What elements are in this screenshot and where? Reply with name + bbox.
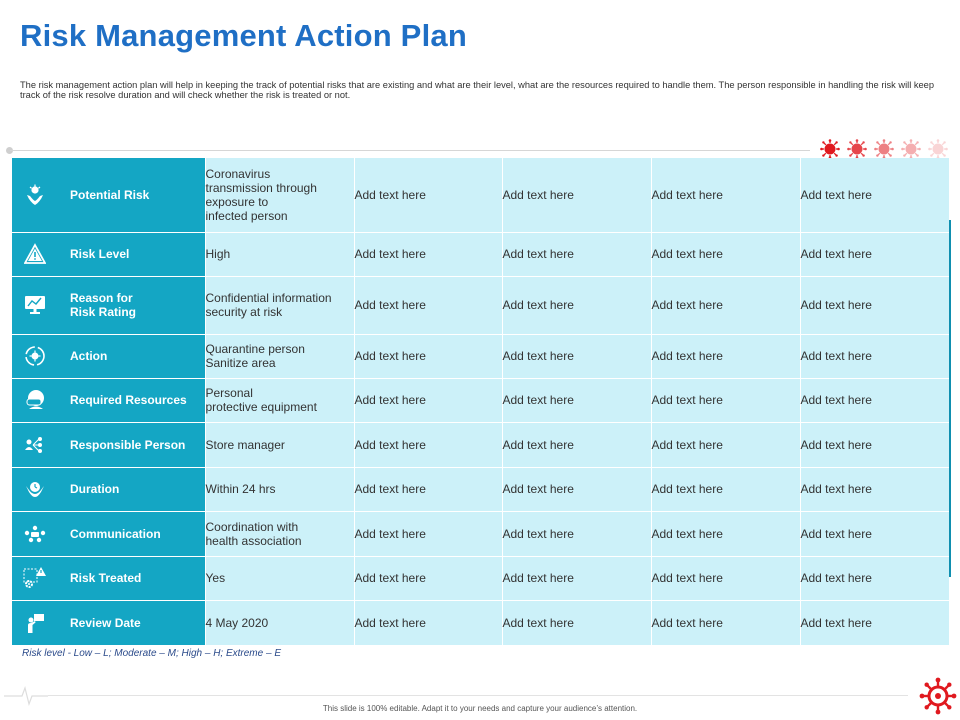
group-discussion-icon [21,520,49,548]
row-label-cell [12,378,205,422]
placeholder-cell[interactable] [502,556,651,600]
cell-text-line: Coronavirus [205,166,271,181]
cell-text-line: Add text here [651,393,723,407]
cell-text-line: Add text here [354,298,426,312]
row-label-cell [12,158,205,232]
cell-text-line: Add text here [651,247,723,261]
row-label-cell [12,556,205,600]
cell-text-line: Add text here [354,247,426,261]
placeholder-cell[interactable] [354,511,502,556]
cell-text-line: Add text here [651,437,723,452]
placeholder-cell[interactable] [800,422,949,467]
row-label-line: Potential Risk [70,187,150,202]
detail-cell[interactable] [205,600,354,645]
warning-gear-icon [21,564,49,592]
placeholder-cell[interactable] [651,422,800,467]
virus-decoration-row [820,139,950,159]
top-divider [10,150,810,151]
cell-text-line: Add text here [354,437,426,452]
placeholder-cell[interactable] [800,467,949,511]
row-label [70,616,141,630]
virus-icon [928,139,948,159]
placeholder-cell[interactable] [651,600,800,645]
row-label-line: Reason for [70,291,133,305]
detail-cell[interactable] [205,556,354,600]
placeholder-cell[interactable] [651,232,800,276]
placeholder-cell[interactable] [800,511,949,556]
slide-title: Risk Management Action Plan [20,18,467,53]
detail-cell[interactable] [205,511,354,556]
bottom-divider [48,695,908,696]
row-label-cell [12,334,205,378]
row-label-line: Risk Treated [70,571,142,585]
placeholder-cell[interactable] [354,600,502,645]
cell-text-line: Add text here [502,187,574,202]
virus-icon [874,139,894,159]
row-label [70,247,129,261]
cell-text-line: Add text here [800,482,872,496]
cell-text-line: Add text here [651,349,723,363]
detail-cell[interactable] [205,467,354,511]
row-label-line: Responsible Person [70,437,186,452]
risk-level-legend: Risk level - Low – L; Moderate – M; High – H; Extreme – E [22,648,281,659]
cell-text-line: Add text here [800,187,872,202]
table-accent-bar [949,220,951,577]
virus-icon [847,139,867,159]
cell-text-line: Add text here [800,571,872,585]
cell-text-line: Add text here [800,298,872,312]
cell-text-line: Add text here [800,247,872,261]
placeholder-cell[interactable] [502,232,651,276]
table-row [12,600,949,645]
cell-text-line: Add text here [502,393,574,407]
table-row [12,556,949,600]
cell-text-line: Store manager [205,437,285,452]
row-label [70,188,149,202]
row-label-line: Risk Level [70,247,130,261]
row-label-cell [12,511,205,556]
cell-text-line: health association [205,533,302,548]
row-label [70,291,136,319]
placeholder-cell[interactable] [502,511,651,556]
cell-text-line: Add text here [354,526,426,541]
placeholder-cell[interactable] [354,422,502,467]
row-label [70,482,119,496]
placeholder-cell[interactable] [502,158,651,232]
monitor-chart-icon [21,291,49,319]
masked-person-icon [21,386,49,414]
row-label-line: Required Resources [70,393,187,407]
cell-text-line: Add text here [502,571,574,585]
row-label-line: Risk Rating [70,305,137,319]
cell-text-line: Add text here [651,526,723,541]
cell-text-line: Add text here [502,615,574,630]
cell-text-line: Add text here [354,615,426,630]
placeholder-cell[interactable] [651,378,800,422]
detail-cell[interactable] [205,334,354,378]
placeholder-cell[interactable] [651,334,800,378]
placeholder-cell[interactable] [502,276,651,334]
warning-triangle-icon [21,240,49,268]
detail-cell[interactable] [205,276,354,334]
risk-plan-table [12,158,950,646]
detail-cell[interactable] [205,422,354,467]
cell-text-line: 4 May 2020 [205,615,269,630]
placeholder-cell[interactable] [354,556,502,600]
placeholder-cell[interactable] [800,334,949,378]
table-row [12,158,949,232]
table-row [12,334,949,378]
footer-note: This slide is 100% editable. Adapt it to your needs and capture your audience’s attention. [322,704,638,713]
people-network-icon [21,431,49,459]
cell-text-line: Coordination with [205,519,299,534]
hands-clock-icon [21,475,49,503]
row-label [70,349,107,363]
placeholder-cell[interactable] [502,422,651,467]
row-label-cell [12,232,205,276]
table-row [12,378,949,422]
virus-logo-icon [919,677,957,715]
row-label-line: Review Date [70,615,141,630]
cell-text-line: Quarantine person [205,342,305,356]
table-row [12,232,949,276]
detail-cell[interactable] [205,232,354,276]
cell-text-line: exposure to [205,194,269,209]
placeholder-cell[interactable] [651,556,800,600]
cell-text-line: Add text here [800,437,872,452]
row-label [70,571,141,585]
cell-text-line: Add text here [354,349,426,363]
virus-icon [820,139,840,159]
placeholder-cell[interactable] [651,467,800,511]
placeholder-cell[interactable] [800,276,949,334]
table-row [12,422,949,467]
virus-icon [901,139,921,159]
cell-text-line: Add text here [651,482,723,496]
cell-text-line: Add text here [502,247,574,261]
cell-text-line: Add text here [502,298,574,312]
placeholder-cell[interactable] [354,378,502,422]
row-label-line: Duration [70,482,120,496]
placeholder-cell[interactable] [354,158,502,232]
row-label [70,393,187,407]
cell-text-line: High [205,247,231,261]
detail-cell[interactable] [205,158,354,232]
row-label-cell [12,600,205,645]
detail-cell[interactable] [205,378,354,422]
row-label [70,438,185,452]
cell-text-line: Add text here [502,482,574,496]
cell-text-line: Add text here [800,393,872,407]
placeholder-cell[interactable] [502,467,651,511]
cell-text-line: Yes [205,571,226,585]
row-label [70,527,161,541]
cell-text-line: Confidential information [205,291,332,305]
placeholder-cell[interactable] [354,467,502,511]
row-label-line: Action [70,349,108,363]
cell-text-line: protective equipment [205,400,317,414]
table-row [12,511,949,556]
cell-text-line: Personal [205,386,253,400]
placeholder-cell[interactable] [651,511,800,556]
cell-text-line: Add text here [651,571,723,585]
placeholder-cell[interactable] [800,378,949,422]
virus-shield-icon [21,181,49,209]
row-label-cell [12,467,205,511]
cell-text-line: Add text here [354,571,426,585]
placeholder-cell[interactable] [354,334,502,378]
placeholder-cell[interactable] [651,276,800,334]
placeholder-cell[interactable] [800,158,949,232]
placeholder-cell[interactable] [502,600,651,645]
placeholder-cell[interactable] [800,232,949,276]
slide-description: The risk management action plan will help in keeping the track of potential risks that are existing and what are their level, what are the resources required to handle them. The person responsible in handling the risk will keep track of the risk resolve duration and will check whether the risk is treated or not. [20,80,935,100]
placeholder-cell[interactable] [651,158,800,232]
cell-text-line: transmission through [205,180,317,195]
placeholder-cell[interactable] [354,232,502,276]
cell-text-line: Add text here [354,393,426,407]
cell-text-line: infected person [205,208,288,223]
heartbeat-icon [4,684,48,706]
cell-text-line: Add text here [651,187,723,202]
cell-text-line: Add text here [502,526,574,541]
cell-text-line: Within 24 hrs [205,482,276,496]
cell-text-line: Sanitize area [205,356,276,370]
cell-text-line: Add text here [651,298,723,312]
placeholder-cell[interactable] [502,334,651,378]
cell-text-line: Add text here [651,615,723,630]
table-row [12,467,949,511]
table-row [12,276,949,334]
placeholder-cell[interactable] [502,378,651,422]
row-label-line: Communication [70,526,161,541]
cell-text-line: Add text here [354,482,426,496]
cell-text-line: security at risk [205,305,283,319]
cell-text-line: Add text here [800,526,872,541]
presenter-icon [21,609,49,637]
cell-text-line: Add text here [502,349,574,363]
cell-text-line: Add text here [502,437,574,452]
cell-text-line: Add text here [354,187,426,202]
cell-text-line: Add text here [800,615,872,630]
placeholder-cell[interactable] [800,556,949,600]
row-label-cell [12,276,205,334]
virus-cycle-icon [21,342,49,370]
placeholder-cell[interactable] [354,276,502,334]
cell-text-line: Add text here [800,349,872,363]
row-label-cell [12,422,205,467]
placeholder-cell[interactable] [800,600,949,645]
